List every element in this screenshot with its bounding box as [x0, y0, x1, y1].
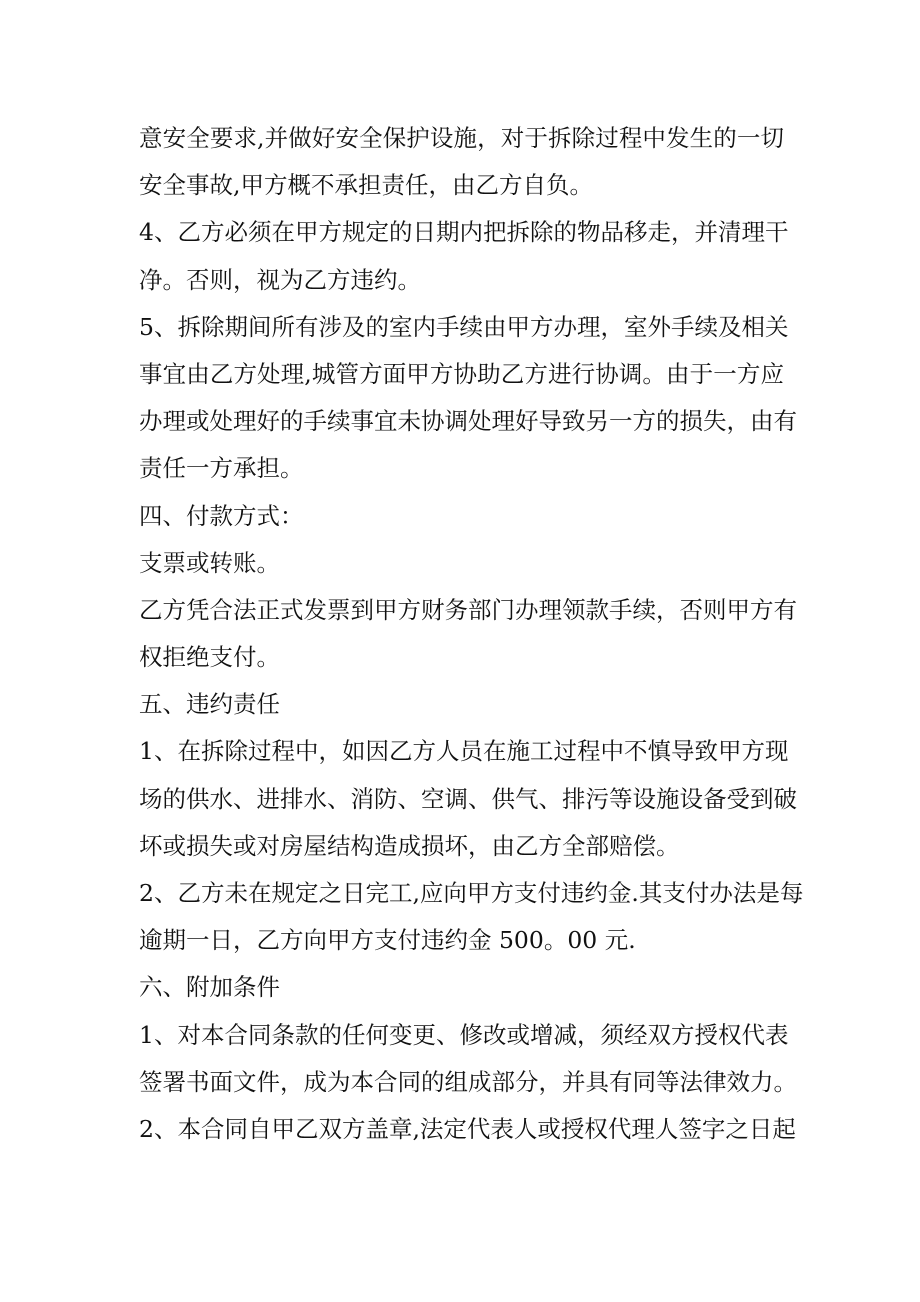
text-line: 事宜由乙方处理,城管方面甲方协助乙方进行协调。由于一方应 [139, 359, 784, 388]
text-line: 4、乙方必须在甲方规定的日期内把拆除的物品移走，并清理干 [139, 218, 789, 247]
text-line: 签署书面文件，成为本合同的组成部分，并具有同等法律效力。 [139, 1067, 797, 1096]
text-line: 四、付款方式： [139, 501, 304, 530]
text-line: 净。否则，视为乙方违约。 [139, 265, 421, 294]
text-line: 支票或转账。 [139, 548, 280, 577]
text-line: 意安全要求,并做好安全保护设施，对于拆除过程中发生的一切 [139, 124, 784, 152]
text-line: 五、违约责任 [139, 690, 280, 719]
text-line: 逾期一日，乙方向甲方支付违约金 500。00 元. [139, 926, 636, 955]
text-line: 1、在拆除过程中，如因乙方人员在施工过程中不慎导致甲方现 [139, 737, 789, 766]
text-line: 坏或损失或对房屋结构造成损坏，由乙方全部赔偿。 [139, 831, 680, 860]
text-line: 1、对本合同条款的任何变更、修改或增减，须经双方授权代表 [139, 1020, 789, 1049]
text-line: 2、本合同自甲乙双方盖章,法定代表人或授权代理人签字之日起 [139, 1114, 796, 1143]
text-line: 办理或处理好的手续事宜未协调处理好导致另一方的损失，由有 [139, 407, 797, 436]
text-line: 权拒绝支付。 [139, 643, 280, 672]
text-line: 安全事故,甲方概不承担责任，由乙方自负。 [139, 171, 593, 200]
text-line: 六、附加条件 [139, 973, 280, 1002]
text-line: 场的供水、进排水、消防、空调、供气、排污等设施设备受到破 [139, 784, 797, 813]
text-line: 5、拆除期间所有涉及的室内手续由甲方办理，室外手续及相关 [139, 312, 789, 341]
document-body [139, 118, 804, 1156]
text-line: 责任一方承担。 [139, 454, 304, 483]
text-line: 乙方凭合法正式发票到甲方财务部门办理领款手续，否则甲方有 [139, 595, 797, 624]
text-line: 2、乙方未在规定之日完工,应向甲方支付违约金.其支付办法是每 [139, 879, 804, 907]
